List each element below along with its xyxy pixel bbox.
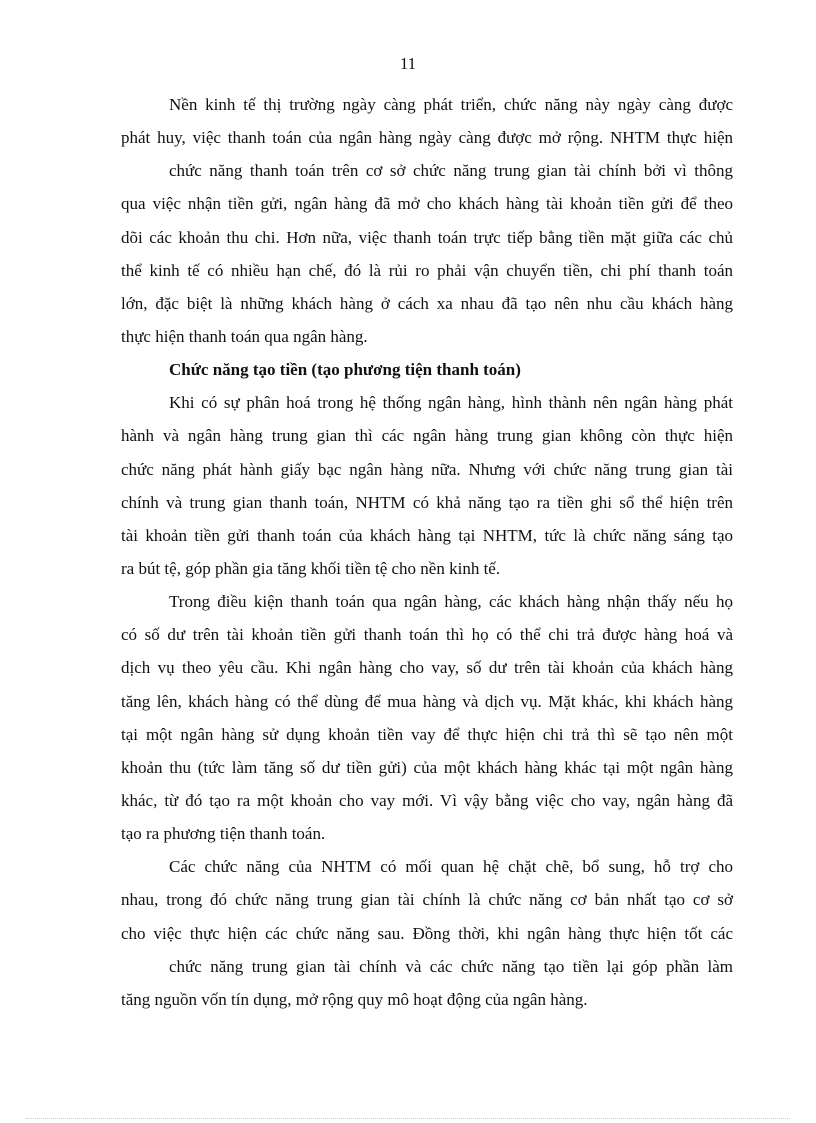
text-line: Khi có sự phân hoá trong hệ thống ngân hàng, hình thành nên ngân hàng phát [169, 393, 733, 413]
text-line: dịch vụ theo yêu cầu. Khi ngân hàng cho vay, số dư trên tài khoản của khách hàng [121, 658, 733, 678]
text-line: chức năng phát hành giấy bạc ngân hàng nữa. Nhưng với chức năng trung gian tài [121, 459, 733, 479]
text-line: khác, từ đó tạo ra một khoản cho vay mới. Vì vậy bằng việc cho vay, ngân hàng đã [121, 790, 733, 810]
text-line: thực hiện thanh toán qua ngân hàng. [121, 326, 368, 346]
text-line: qua việc nhận tiền gửi, ngân hàng đã mở cho khách hàng tài khoản tiền gửi để theo [121, 194, 733, 214]
text-line: ra bút tệ, góp phần gia tăng khối tiền tệ cho nền kinh tế. [121, 558, 501, 578]
text-line: phát huy, việc thanh toán của ngân hàng ngày càng được mở rộng. NHTM thực hiện [121, 128, 733, 148]
text-line: tại một ngân hàng sử dụng khoản tiền vay để thực hiện chi trả thì sẽ tạo nên một [121, 724, 733, 744]
text-line: tăng nguồn vốn tín dụng, mở rộng quy mô hoạt động của ngân hàng. [121, 989, 588, 1009]
text-line: chức năng thanh toán trên cơ sở chức năng trung gian tài chính bởi vì thông [169, 161, 733, 181]
text-line: Nền kinh tế thị trường ngày càng phát triển, chức năng này ngày càng được [169, 95, 733, 114]
text-line: cho việc thực hiện các chức năng sau. Đồng thời, khi ngân hàng thực hiện tốt các [121, 923, 733, 943]
text-line: có số dư trên tài khoản tiền gửi thanh toán thì họ có thể chi trả được hàng hoá và [121, 625, 733, 645]
text-line: tạo ra phương tiện thanh toán. [121, 824, 326, 844]
text-line: tăng lên, khách hàng có thể dùng để mua hàng và dịch vụ. Mặt khác, khi khách hàng [121, 691, 733, 711]
body-text [121, 88, 733, 1016]
text-line: chức năng trung gian tài chính và các chức năng tạo tiền lại góp phần làm [169, 956, 733, 976]
text-line: nhau, trong đó chức năng trung gian tài chính là chức năng cơ bản nhất tạo cơ sở [121, 890, 733, 910]
page-bottom-divider [26, 1118, 790, 1119]
text-line: thể kinh tế có nhiều hạn chế, đó là rủi ro phải vận chuyển tiền, chi phí thanh toán [121, 260, 733, 280]
text-line: chính và trung gian thanh toán, NHTM có khả năng tạo ra tiền ghi sổ thể hiện trên [121, 492, 733, 512]
text-line: Trong điều kiện thanh toán qua ngân hàng, các khách hàng nhận thấy nếu họ [169, 592, 733, 612]
text-line: dõi các khoản thu chi. Hơn nữa, việc thanh toán trực tiếp bằng tiền mặt giữa các chủ [121, 227, 733, 247]
text-line: tài khoản tiền gửi thanh toán của khách hàng tại NHTM, tức là chức năng sáng tạo [121, 525, 733, 545]
page-number: 11 [399, 54, 417, 73]
text-line: khoản thu (tức làm tăng số dư tiền gửi) của một khách hàng khác tại một ngân hàng [121, 757, 733, 777]
text-line: hành và ngân hàng trung gian thì các ngân hàng trung gian không còn thực hiện [121, 426, 733, 446]
text-line: Các chức năng của NHTM có mối quan hệ chặt chẽ, bổ sung, hỗ trợ cho [169, 857, 733, 877]
text-line: lớn, đặc biệt là những khách hàng ở cách xa nhau đã tạo nên nhu cầu khách hàng [121, 293, 733, 313]
section-heading: Chức năng tạo tiền (tạo phương tiện thanh toán) [169, 360, 521, 380]
